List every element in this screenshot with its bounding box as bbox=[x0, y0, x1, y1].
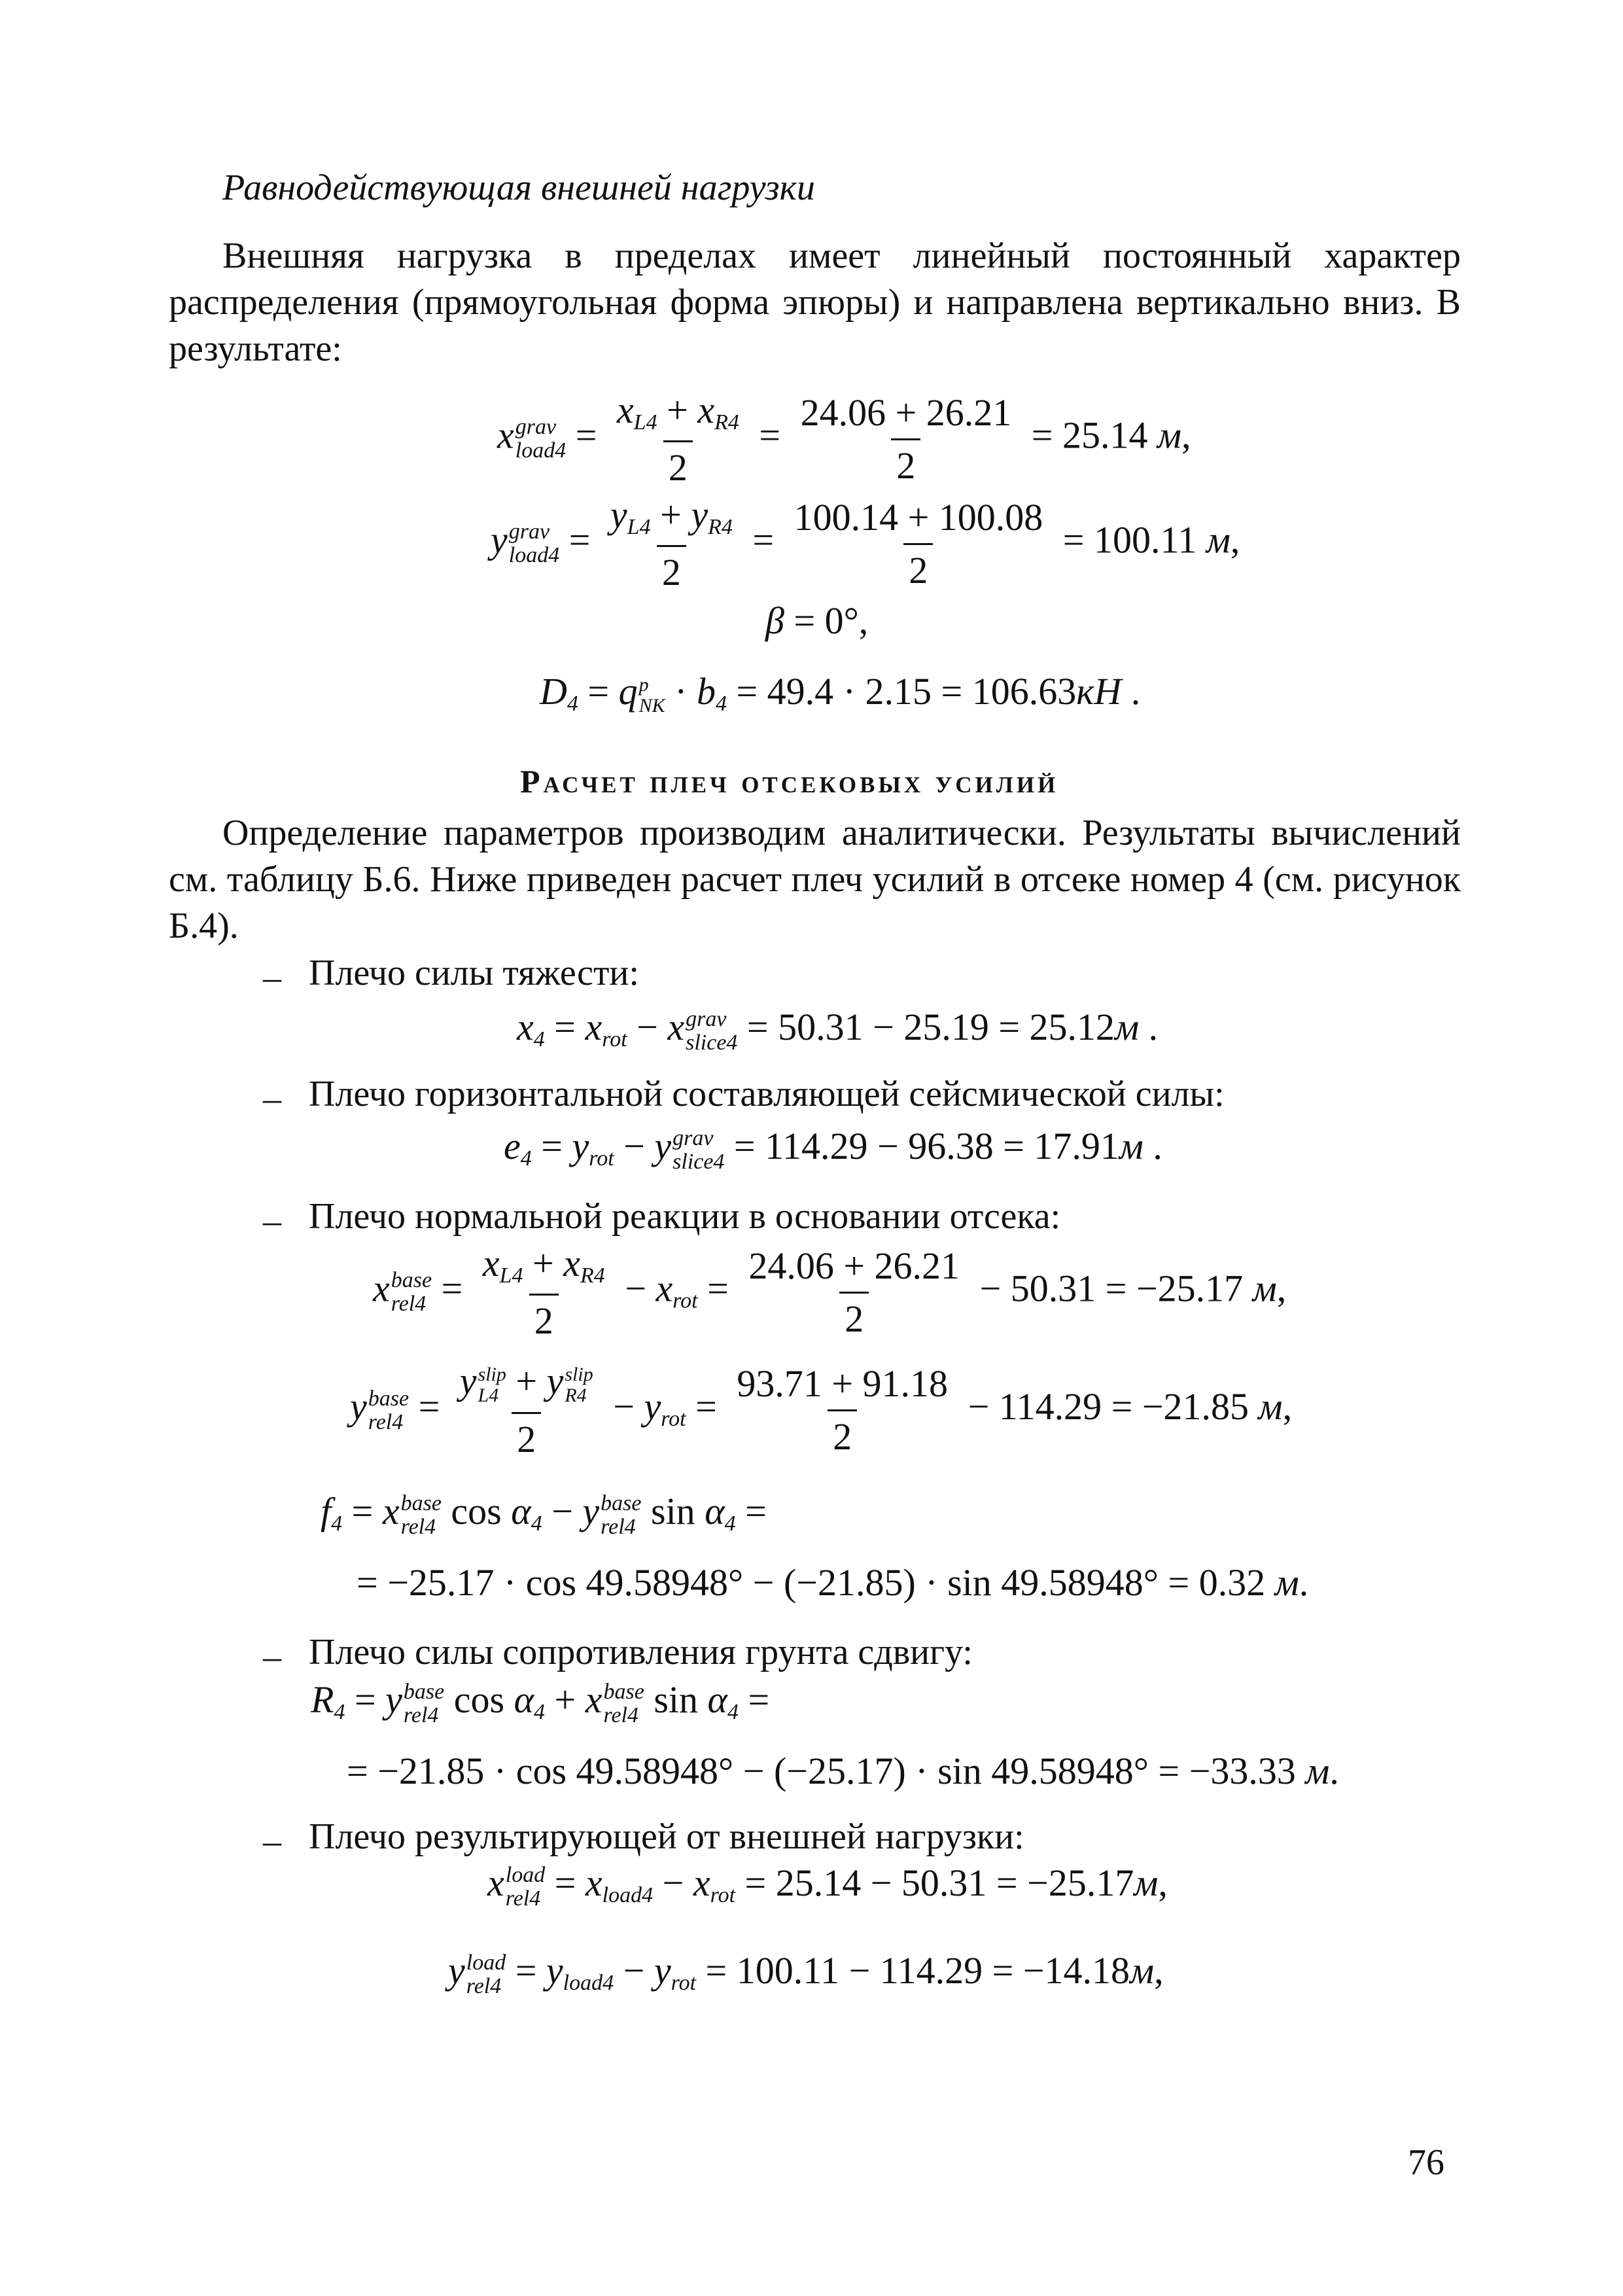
formula-beta: β = 0°, bbox=[765, 599, 869, 642]
formula-x-rel-base-result: − 50.31 = −25.17 bbox=[979, 1267, 1244, 1310]
page-number: 76 bbox=[1408, 2142, 1444, 2183]
formula-y-rel-base-denominator: 2 bbox=[828, 1409, 857, 1456]
formula-x-load-result: = 25.14 bbox=[1031, 414, 1148, 457]
formula-y-load-denominator: 2 bbox=[903, 543, 933, 590]
list-item-external-load: Плечо результирующей от внешней нагрузки: bbox=[309, 1816, 1024, 1857]
formula-x4-unit: м bbox=[1115, 1006, 1140, 1048]
formula-y-load-numerator: 100.14 + 100.08 bbox=[794, 495, 1043, 539]
formula-d4-tail: . bbox=[1130, 670, 1141, 713]
formula-y-rel-base-result: − 114.29 = −21.85 bbox=[968, 1385, 1249, 1428]
formula-x-rel-load-tail: , bbox=[1158, 1862, 1168, 1904]
formula-r4-tail: . bbox=[1329, 1750, 1339, 1792]
formula-x-rel-base-denominator: 2 bbox=[839, 1292, 869, 1338]
formula-e4-unit: м bbox=[1119, 1125, 1143, 1167]
formula-x-rel-load-unit: м bbox=[1134, 1862, 1159, 1904]
formula-y-load-tail: , bbox=[1230, 518, 1240, 561]
formula-y-load-result: = 100.11 bbox=[1062, 518, 1197, 561]
formula-e4-expr: = 114.29 − 96.38 = 17.91 bbox=[733, 1125, 1119, 1167]
formula-y-rel-load-tail: , bbox=[1154, 1949, 1164, 1992]
formula-x-rel-load: x load rel4 = $x_{load4} - x_{rot} = 25.14 - 50.31 = -25.17м$, bbox=[487, 1862, 1168, 1911]
formula-f4-line2 bbox=[357, 1561, 1309, 1604]
formula-f4-expr: = −25.17 · cos 49.58948° − (−21.85) · sin 49.58948° = 0.32 bbox=[357, 1561, 1266, 1604]
section-paragraph: Определение параметров производим аналитически. Результаты вычислений см. таблицу Б.6. Ниже приведен расчет плеч усилий в отсеке номер 4 (см. рисунок Б.4). bbox=[169, 813, 1461, 946]
formula-f4-unit: м bbox=[1274, 1561, 1299, 1604]
list-marker: – bbox=[263, 1821, 281, 1862]
section-heading: Расчет плеч отсековых усилий bbox=[520, 763, 1059, 800]
formula-x-rel-base-numerator: 24.06 + 26.21 bbox=[748, 1244, 960, 1287]
formula-y-rel-base-tail: , bbox=[1282, 1385, 1293, 1428]
formula-y-rel-load: y load rel4 = $y_{load4} - y_{rot} = 100.11 - 114.29 = -14.18м$, bbox=[448, 1949, 1164, 1998]
formula-x-load-numerator: 24.06 + 26.21 bbox=[800, 391, 1012, 434]
formula-d4-expr: = 49.4 · 2.15 = 106.63 bbox=[736, 670, 1077, 713]
formula-y-rel-base-numerator: 93.71 + 91.18 bbox=[737, 1362, 949, 1405]
subtitle: Равнодействующая внешней нагрузки bbox=[222, 168, 815, 208]
formula-y-rel-base-unit: м bbox=[1258, 1385, 1283, 1428]
formula-x-load-tail: , bbox=[1181, 414, 1191, 457]
list-item-normal-reaction: Плечо нормальной реакции в основании отсека: bbox=[309, 1196, 1061, 1237]
formula-r4-line1: $R_4 = y$ base rel4 $\cos \alpha_4 + x$ base rel4 $\sin \alpha_4$ = bbox=[311, 1678, 770, 1727]
intro-paragraph: Внешняя нагрузка в пределах имеет линейный постоянный характер распределения (прямоугольная форма эпюры) и направлена вертикально вниз. В результате: bbox=[169, 236, 1461, 369]
formula-y-load: y grav load4 = $\frac{y_{L4} + y_{R4}}{2}$ = $\frac{100.14 + 100.08}{2}$ = 100.11 м, bbox=[491, 493, 1240, 593]
formula-d4: $D_4 = q$ p NK · $b_4 = 49.4 \cdot 2.15 = 106.63кН$ . bbox=[540, 670, 1141, 716]
formula-x-rel-load-expr: = 25.14 − 50.31 = −25.17 bbox=[744, 1862, 1134, 1904]
formula-y-rel-load-unit: м bbox=[1130, 1949, 1155, 1992]
formula-r4-line2 bbox=[347, 1752, 1339, 1790]
list-item-seismic: Плечо горизонтальной составляющей сейсмической силы: bbox=[309, 1074, 1225, 1114]
formula-x-load-unit: м bbox=[1157, 414, 1182, 457]
formula-beta-value: = 0° bbox=[794, 599, 859, 642]
formula-e4-tail: . bbox=[1153, 1125, 1162, 1167]
list-marker: – bbox=[263, 1201, 281, 1241]
formula-f4-tail: . bbox=[1299, 1561, 1309, 1604]
formula-r4-unit: м bbox=[1305, 1750, 1330, 1792]
formula-x-rel-base-tail: , bbox=[1276, 1267, 1287, 1310]
formula-e4: $e_4 = y_{rot} - y$ grav slice4 = 114.29 − 96.38 = 17.91м . bbox=[504, 1125, 1162, 1174]
formula-y-rel-base: y base rel4 = y slip L4 + y slip R4 2 − $y_{rot}$ = $\frac{93.71 + 91.18}{2}$ − 114.29 = −21.85 м, bbox=[350, 1360, 1293, 1461]
list-marker: – bbox=[263, 957, 281, 998]
list-marker: – bbox=[263, 1078, 281, 1119]
formula-x4-tail: . bbox=[1148, 1006, 1159, 1048]
list-marker: – bbox=[263, 1636, 281, 1677]
formula-y-load-unit: м bbox=[1206, 518, 1230, 561]
formula-x4-expr: = 50.31 − 25.19 = 25.12 bbox=[746, 1006, 1115, 1048]
list-item-shear-resistance: Плечо силы сопротивления грунта сдвигу: bbox=[309, 1632, 973, 1672]
formula-x-rel-base: x base rel4 = $\frac{x_{L4} + x_{R4}}{2}$ − $x_{rot}$ = $\frac{24.06 + 26.21}{2}$ − 50.31 = −25.17 м, bbox=[373, 1242, 1287, 1342]
formula-f4-line1: $f_4 = x$ base rel4 $\cos \alpha_4 - y$ base rel4 $\sin \alpha_4$ = bbox=[321, 1490, 767, 1539]
formula-r4-expr: = −21.85 · cos 49.58948° − (−25.17) · sin 49.58948° = −33.33 bbox=[347, 1750, 1296, 1792]
formula-x-rel-base-unit: м bbox=[1252, 1267, 1277, 1310]
formula-y-rel-load-expr: = 100.11 − 114.29 = −14.18 bbox=[705, 1949, 1130, 1992]
formula-x-load-denominator: 2 bbox=[891, 438, 920, 485]
formula-x-load: x grav load4 = $\frac{x_{L4} + x_{R4}}{2}$ = $\frac{24.06 + 26.21}{2}$ = 25.14 м, bbox=[497, 389, 1191, 489]
list-item-gravity: Плечо силы тяжести: bbox=[309, 953, 639, 993]
formula-d4-unit: кН bbox=[1076, 670, 1122, 713]
formula-beta-tail: , bbox=[858, 599, 869, 642]
formula-x4: $x_4 = x_{rot} - x$ grav slice4 = 50.31 − 25.19 = 25.12м . bbox=[517, 1006, 1159, 1055]
